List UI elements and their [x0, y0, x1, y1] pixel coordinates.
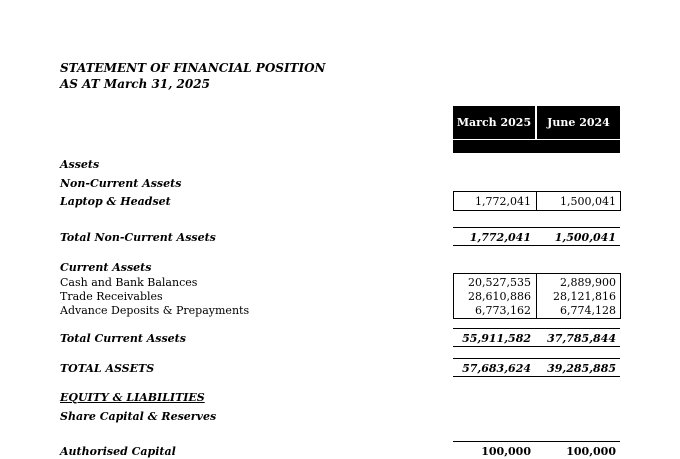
total-assets-top-line — [453, 358, 620, 359]
cash-bank-jun2024: 2,889,900 — [560, 276, 616, 289]
laptop-headset-jun2024: 1,500,041 — [560, 195, 616, 208]
total-ca-bottom-line — [453, 346, 620, 347]
trade-receivables-label: Trade Receivables — [60, 290, 163, 303]
trade-receivables-jun2024: 28,121,816 — [553, 290, 616, 303]
laptop-headset-label: Laptop & Headset — [60, 195, 171, 208]
total-assets-jun2024: 39,285,885 — [547, 362, 616, 375]
authorised-top-line — [453, 441, 620, 442]
trade-receivables-mar2025: 28,610,886 — [468, 290, 531, 303]
total-non-current-assets-jun2024: 1,500,041 — [554, 231, 616, 244]
header-black-bar — [453, 140, 620, 153]
column-header-june-2024-label: June 2024 — [547, 116, 610, 129]
non-current-assets-heading: Non-Current Assets — [60, 177, 182, 190]
equity-liabilities-heading: EQUITY & LIABILITIES — [60, 391, 205, 404]
total-non-current-assets-label: Total Non-Current Assets — [60, 231, 216, 244]
authorised-capital-mar2025: 100,000 — [481, 445, 531, 458]
box-right-border — [620, 191, 621, 211]
total-current-assets-jun2024: 37,785,844 — [547, 332, 616, 345]
total-ca-top-line — [453, 328, 620, 329]
total-nca-bottom-line — [453, 245, 620, 246]
advance-deposits-label: Advance Deposits & Prepayments — [60, 304, 250, 317]
statement-date: AS AT March 31, 2025 — [60, 77, 210, 91]
assets-heading: Assets — [60, 158, 100, 171]
column-header-march-2025 — [453, 106, 535, 139]
cash-bank-label: Cash and Bank Balances — [60, 276, 198, 289]
current-assets-heading: Current Assets — [60, 261, 152, 274]
total-current-assets-label: Total Current Assets — [60, 332, 186, 345]
total-assets-bottom-line — [453, 376, 620, 377]
authorised-capital-jun2024: 100,000 — [566, 445, 616, 458]
total-assets-mar2025: 57,683,624 — [462, 362, 531, 375]
total-current-assets-mar2025: 55,911,582 — [462, 332, 531, 345]
cash-bank-mar2025: 20,527,535 — [468, 276, 531, 289]
laptop-headset-mar2025: 1,772,041 — [475, 195, 531, 208]
current-box-right-border — [620, 273, 621, 319]
column-header-june-2024 — [537, 106, 620, 139]
statement-title: STATEMENT OF FINANCIAL POSITION — [60, 61, 326, 75]
advance-deposits-mar2025: 6,773,162 — [475, 304, 531, 317]
total-nca-top-line — [453, 227, 620, 228]
column-header-march-2025-label: March 2025 — [456, 116, 532, 129]
total-non-current-assets-mar2025: 1,772,041 — [469, 231, 531, 244]
total-assets-label: TOTAL ASSETS — [60, 362, 155, 375]
share-capital-reserves-heading: Share Capital & Reserves — [60, 410, 217, 423]
authorised-capital-label: Authorised Capital — [60, 445, 176, 458]
advance-deposits-jun2024: 6,774,128 — [560, 304, 616, 317]
